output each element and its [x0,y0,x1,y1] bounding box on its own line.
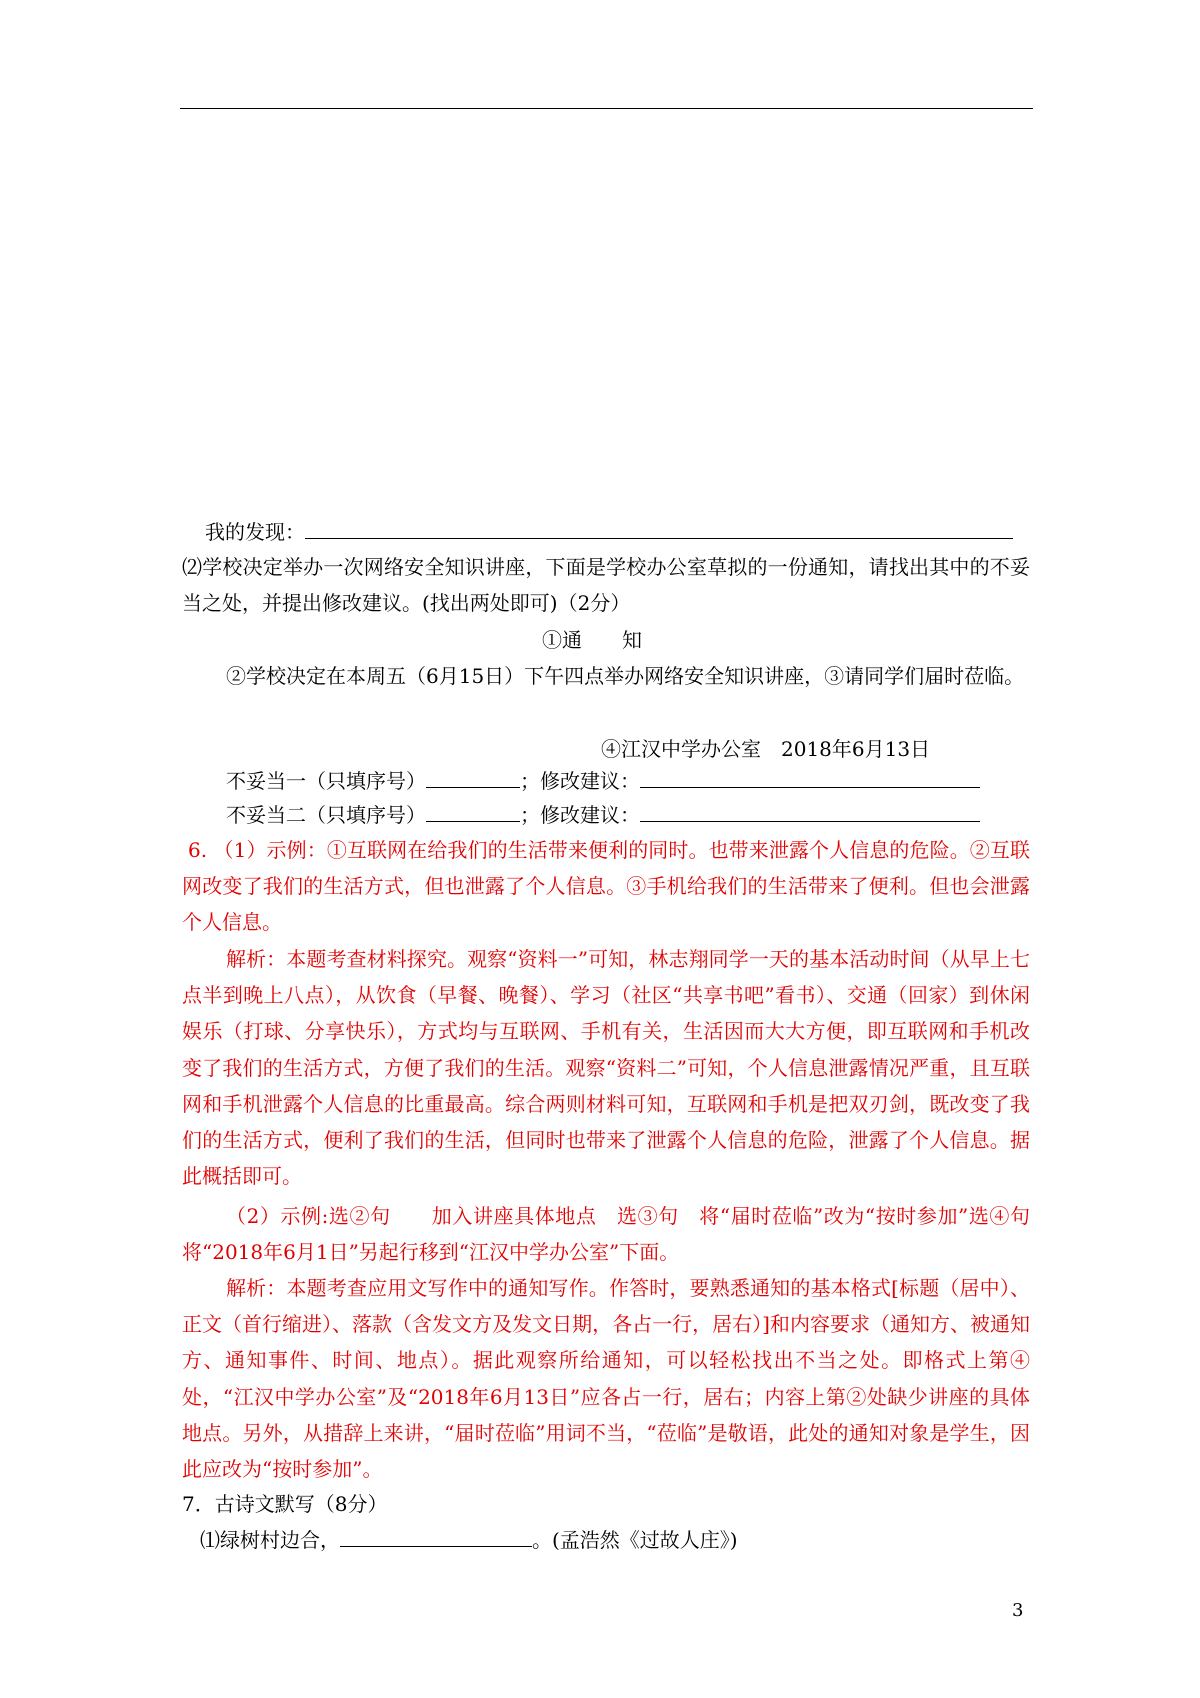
answer-suggest-blank-2[interactable] [640,801,980,822]
answer-suggest-label-1: ；修改建议： [520,769,640,793]
q5-sub2-prompt: ⑵学校决定举办一次网络安全知识讲座，下面是学校办公室草拟的一份通知，请找出其中的不妥当之处，并提出修改建议。(找出两处即可)（2分） [182,555,1030,616]
answer-label-2: 不妥当二（只填序号） [226,803,426,827]
q6-answer-2: （2）示例:选②句 加入讲座具体地点 选③句 将“届时莅临”改为“按时参加”选④句 将“2018年6月1日”另起行移到“江汉中学办公室”下面。 [182,1204,1050,1265]
discovery-label: 我的发现： [205,520,305,544]
answer-suggest-label-2: ；修改建议： [520,803,640,827]
answer-label-1: 不妥当一（只填序号） [226,769,426,793]
answer-line-2 [226,797,980,833]
q7-line-1 [200,1522,738,1558]
answer-suggest-blank-1[interactable] [640,767,980,788]
discovery-blank[interactable] [305,518,1013,539]
page-number: 3 [1012,1600,1024,1621]
notice-body: ②学校决定在本周五（6月15日）下午四点举办网络安全知识讲座，③请同学们届时莅临。 [226,664,1025,688]
q7-title: 7．古诗文默写（8分） [182,1492,388,1516]
q7-line1-blank[interactable] [340,1526,532,1547]
q6-explanation-1: 解析：本题考查材料探究。观察“资料一”可知，林志翔同学一天的基本活动时间（从早上七点半到晚上八点），从饮食（早餐、晚餐）、学习（社区“共享书吧”看书）、交通（回家）到休闲娱乐（打球、分享快乐），方式均与互联网、手机有关，生活因而大大方便，即互联网和手机改变了我们的生活方式，方便了我们的生活。观察“资料二”可知，个人信息泄露情况严重，且互联网和手机泄露个人信息的比重最高。综合两则材料可知，互联网和手机是把双刃剑，既改变了我们的生活方式，便利了我们的生活，但同时也带来了泄露个人信息的危险，泄露了个人信息。据此概括即可。 [182,947,1030,1189]
q7-line1-after: 。(孟浩然《过故人庄》) [532,1528,738,1552]
notice-signature: ④江汉中学办公室 2018年6月13日 [601,737,931,761]
q6-answer-1: 6. （1）示例：①互联网在给我们的生活带来便利的同时。也带来泄露个人信息的危险。②互联网改变了我们的生活方式，但也泄露了个人信息。③手机给我们的生活带来了便利。但也会泄露个人信息。 [182,838,1030,935]
answer-number-blank-2[interactable] [426,801,520,822]
q7-line1-before: ⑴绿树村边合， [200,1528,340,1552]
header-rule [180,108,1033,109]
q6-explanation-2: 解析：本题考查应用文写作中的通知写作。作答时，要熟悉通知的基本格式[标题（居中）、正文（首行缩进）、落款（含发文方及发文日期，各占一行，居右）]和内容要求（通知方、被通知方、通知事件、时间、地点）。据此观察所给通知，可以轻松找出不当之处。即格式上第④处，“江汉中学办公室”及“2018年6月13日”应各占一行，居右；内容上第②处缺少讲座的具体地点。另外，从措辞上来讲，“届时莅临”用词不当，“莅临”是敬语，此处的通知对象是学生，因此应改为“按时参加”。 [182,1276,1030,1482]
notice-title: ①通 知 [542,628,642,652]
answer-number-blank-1[interactable] [426,767,520,788]
discovery-line [205,514,1013,550]
answer-line-1 [226,763,980,799]
